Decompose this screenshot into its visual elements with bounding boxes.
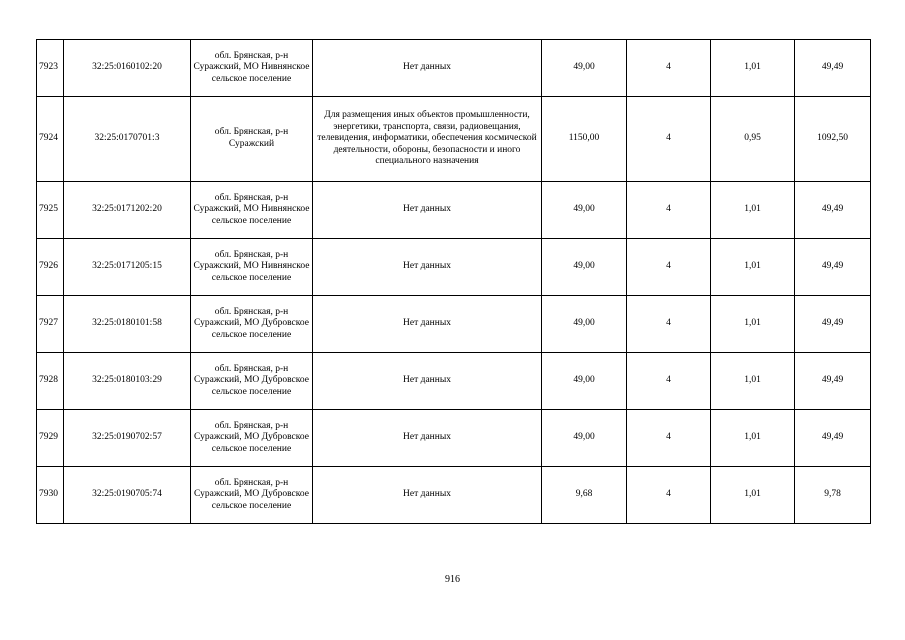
purpose-cell: Нет данных xyxy=(313,239,542,296)
cadastral-number: 32:25:0180101:58 xyxy=(64,296,191,353)
area-cell: 49,00 xyxy=(542,296,627,353)
purpose-cell: Нет данных xyxy=(313,40,542,97)
address-cell: обл. Брянская, р-н Суражский, МО Нивнянское сельское поселение xyxy=(191,239,313,296)
row-number: 7927 xyxy=(37,296,64,353)
purpose-cell: Нет данных xyxy=(313,182,542,239)
group-cell: 4 xyxy=(627,353,711,410)
land-registry-table xyxy=(36,39,871,524)
coefficient-cell: 1,01 xyxy=(711,467,795,524)
row-number: 7928 xyxy=(37,353,64,410)
group-cell: 4 xyxy=(627,182,711,239)
row-number: 7925 xyxy=(37,182,64,239)
address-cell: обл. Брянская, р-н Суражский, МО Дубровское сельское поселение xyxy=(191,296,313,353)
group-cell: 4 xyxy=(627,40,711,97)
value-cell: 49,49 xyxy=(795,239,871,296)
cadastral-number: 32:25:0180103:29 xyxy=(64,353,191,410)
table-row xyxy=(37,467,871,524)
cadastral-number: 32:25:0171205:15 xyxy=(64,239,191,296)
cadastral-number: 32:25:0160102:20 xyxy=(64,40,191,97)
table-row xyxy=(37,40,871,97)
group-cell: 4 xyxy=(627,239,711,296)
address-cell: обл. Брянская, р-н Суражский, МО Дубровское сельское поселение xyxy=(191,353,313,410)
area-cell: 49,00 xyxy=(542,410,627,467)
row-number: 7924 xyxy=(37,97,64,182)
table-row xyxy=(37,97,871,182)
row-number: 7930 xyxy=(37,467,64,524)
purpose-cell: Для размещения иных объектов промышленности, энергетики, транспорта, связи, радиовещания, телевидения, информатики, обеспечения космической деятельности, обороны, безопасности и иного специального назначения xyxy=(313,97,542,182)
row-number: 7929 xyxy=(37,410,64,467)
group-cell: 4 xyxy=(627,97,711,182)
value-cell: 9,78 xyxy=(795,467,871,524)
area-cell: 1150,00 xyxy=(542,97,627,182)
address-cell: обл. Брянская, р-н Суражский, МО Нивнянское сельское поселение xyxy=(191,40,313,97)
purpose-cell: Нет данных xyxy=(313,296,542,353)
value-cell: 49,49 xyxy=(795,182,871,239)
purpose-cell: Нет данных xyxy=(313,353,542,410)
coefficient-cell: 1,01 xyxy=(711,296,795,353)
group-cell: 4 xyxy=(627,467,711,524)
value-cell: 1092,50 xyxy=(795,97,871,182)
area-cell: 49,00 xyxy=(542,239,627,296)
address-cell: обл. Брянская, р-н Суражский, МО Нивнянское сельское поселение xyxy=(191,182,313,239)
table-row xyxy=(37,182,871,239)
group-cell: 4 xyxy=(627,296,711,353)
cadastral-number: 32:25:0170701:3 xyxy=(64,97,191,182)
value-cell: 49,49 xyxy=(795,40,871,97)
address-cell: обл. Брянская, р-н Суражский, МО Дубровское сельское поселение xyxy=(191,467,313,524)
address-cell: обл. Брянская, р-н Суражский xyxy=(191,97,313,182)
value-cell: 49,49 xyxy=(795,410,871,467)
coefficient-cell: 1,01 xyxy=(711,353,795,410)
area-cell: 49,00 xyxy=(542,182,627,239)
address-cell: обл. Брянская, р-н Суражский, МО Дубровское сельское поселение xyxy=(191,410,313,467)
table-row xyxy=(37,353,871,410)
cadastral-number: 32:25:0190705:74 xyxy=(64,467,191,524)
cadastral-number: 32:25:0190702:57 xyxy=(64,410,191,467)
value-cell: 49,49 xyxy=(795,296,871,353)
page-number: 916 xyxy=(445,574,460,585)
coefficient-cell: 1,01 xyxy=(711,40,795,97)
table-row xyxy=(37,296,871,353)
purpose-cell: Нет данных xyxy=(313,467,542,524)
area-cell: 9,68 xyxy=(542,467,627,524)
row-number: 7923 xyxy=(37,40,64,97)
coefficient-cell: 1,01 xyxy=(711,410,795,467)
row-number: 7926 xyxy=(37,239,64,296)
purpose-cell: Нет данных xyxy=(313,410,542,467)
value-cell: 49,49 xyxy=(795,353,871,410)
cadastral-number: 32:25:0171202:20 xyxy=(64,182,191,239)
area-cell: 49,00 xyxy=(542,40,627,97)
coefficient-cell: 1,01 xyxy=(711,239,795,296)
group-cell: 4 xyxy=(627,410,711,467)
coefficient-cell: 0,95 xyxy=(711,97,795,182)
table-row xyxy=(37,239,871,296)
coefficient-cell: 1,01 xyxy=(711,182,795,239)
table-row xyxy=(37,410,871,467)
area-cell: 49,00 xyxy=(542,353,627,410)
